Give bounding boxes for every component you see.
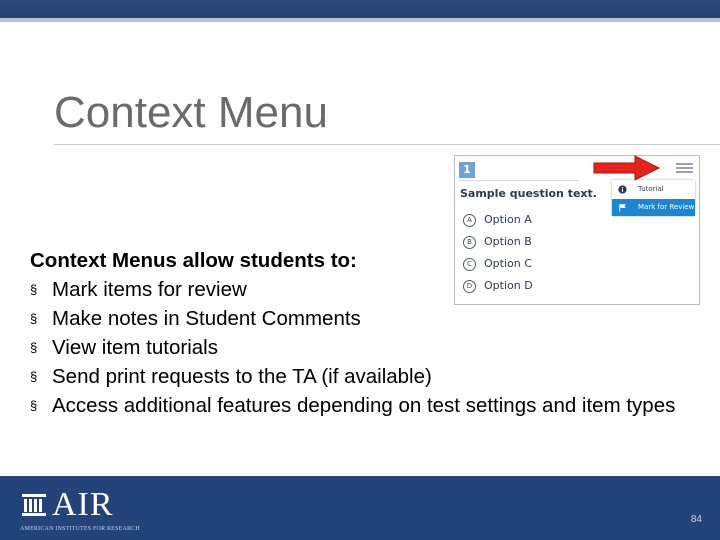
context-menu-item-label: Tutorial	[638, 185, 664, 193]
item-number-badge: 1	[459, 162, 475, 178]
option-letter-circle: C	[463, 258, 476, 271]
logo-text: AIR	[52, 486, 114, 523]
flag-icon	[618, 203, 627, 212]
bullet-text: Send print requests to the TA (if available)	[52, 365, 432, 388]
slide-body	[30, 246, 690, 420]
body-intro: Context Menus allow students to:	[30, 249, 357, 272]
option-label: Option D	[484, 279, 533, 292]
air-logo	[18, 486, 158, 534]
bullet-text: Make notes in Student Comments	[52, 307, 361, 330]
question-text: Sample question text.	[460, 187, 597, 200]
context-menu-dropdown	[612, 180, 695, 216]
item-number-divider	[459, 180, 579, 181]
bullet-item	[30, 391, 690, 420]
bullet-marker: §	[30, 311, 38, 326]
bullet-marker: §	[30, 282, 38, 297]
context-menu-item-label: Mark for Review	[638, 203, 695, 211]
title-divider	[54, 144, 720, 145]
option-letter-circle: D	[463, 280, 476, 293]
bullet-marker: §	[30, 369, 38, 384]
bullet-text: Access additional features depending on test settings and item types	[52, 394, 676, 417]
bullet-text: View item tutorials	[52, 336, 218, 359]
bullet-text: Mark items for review	[52, 278, 247, 301]
top-accent-strip	[0, 18, 720, 22]
footer-bar	[0, 476, 720, 540]
bullet-item	[30, 333, 690, 362]
option-letter-circle: B	[463, 236, 476, 249]
bullet-marker: §	[30, 340, 38, 355]
option-label: Option A	[484, 213, 532, 226]
page-number: 84	[690, 514, 702, 525]
bullet-marker: §	[30, 398, 38, 413]
building-logo-icon	[22, 494, 46, 516]
context-menu-item-mark-for-review[interactable]	[612, 199, 695, 216]
context-menu-item-tutorial[interactable]	[612, 181, 695, 198]
bullet-item	[30, 275, 690, 304]
bullet-item	[30, 362, 690, 391]
answer-option[interactable]	[463, 212, 563, 230]
top-header-bar	[0, 0, 720, 18]
context-menu-hamburger-icon[interactable]	[676, 163, 693, 174]
info-icon	[618, 185, 627, 194]
bullet-item	[30, 304, 690, 333]
option-label: Option C	[484, 257, 532, 270]
option-letter-circle: A	[463, 214, 476, 227]
slide-title: Context Menu	[54, 88, 328, 137]
red-arrow-pointer-icon	[593, 155, 661, 181]
option-label: Option B	[484, 235, 532, 248]
logo-subtext: AMERICAN INSTITUTES FOR RESEARCH	[20, 526, 140, 532]
